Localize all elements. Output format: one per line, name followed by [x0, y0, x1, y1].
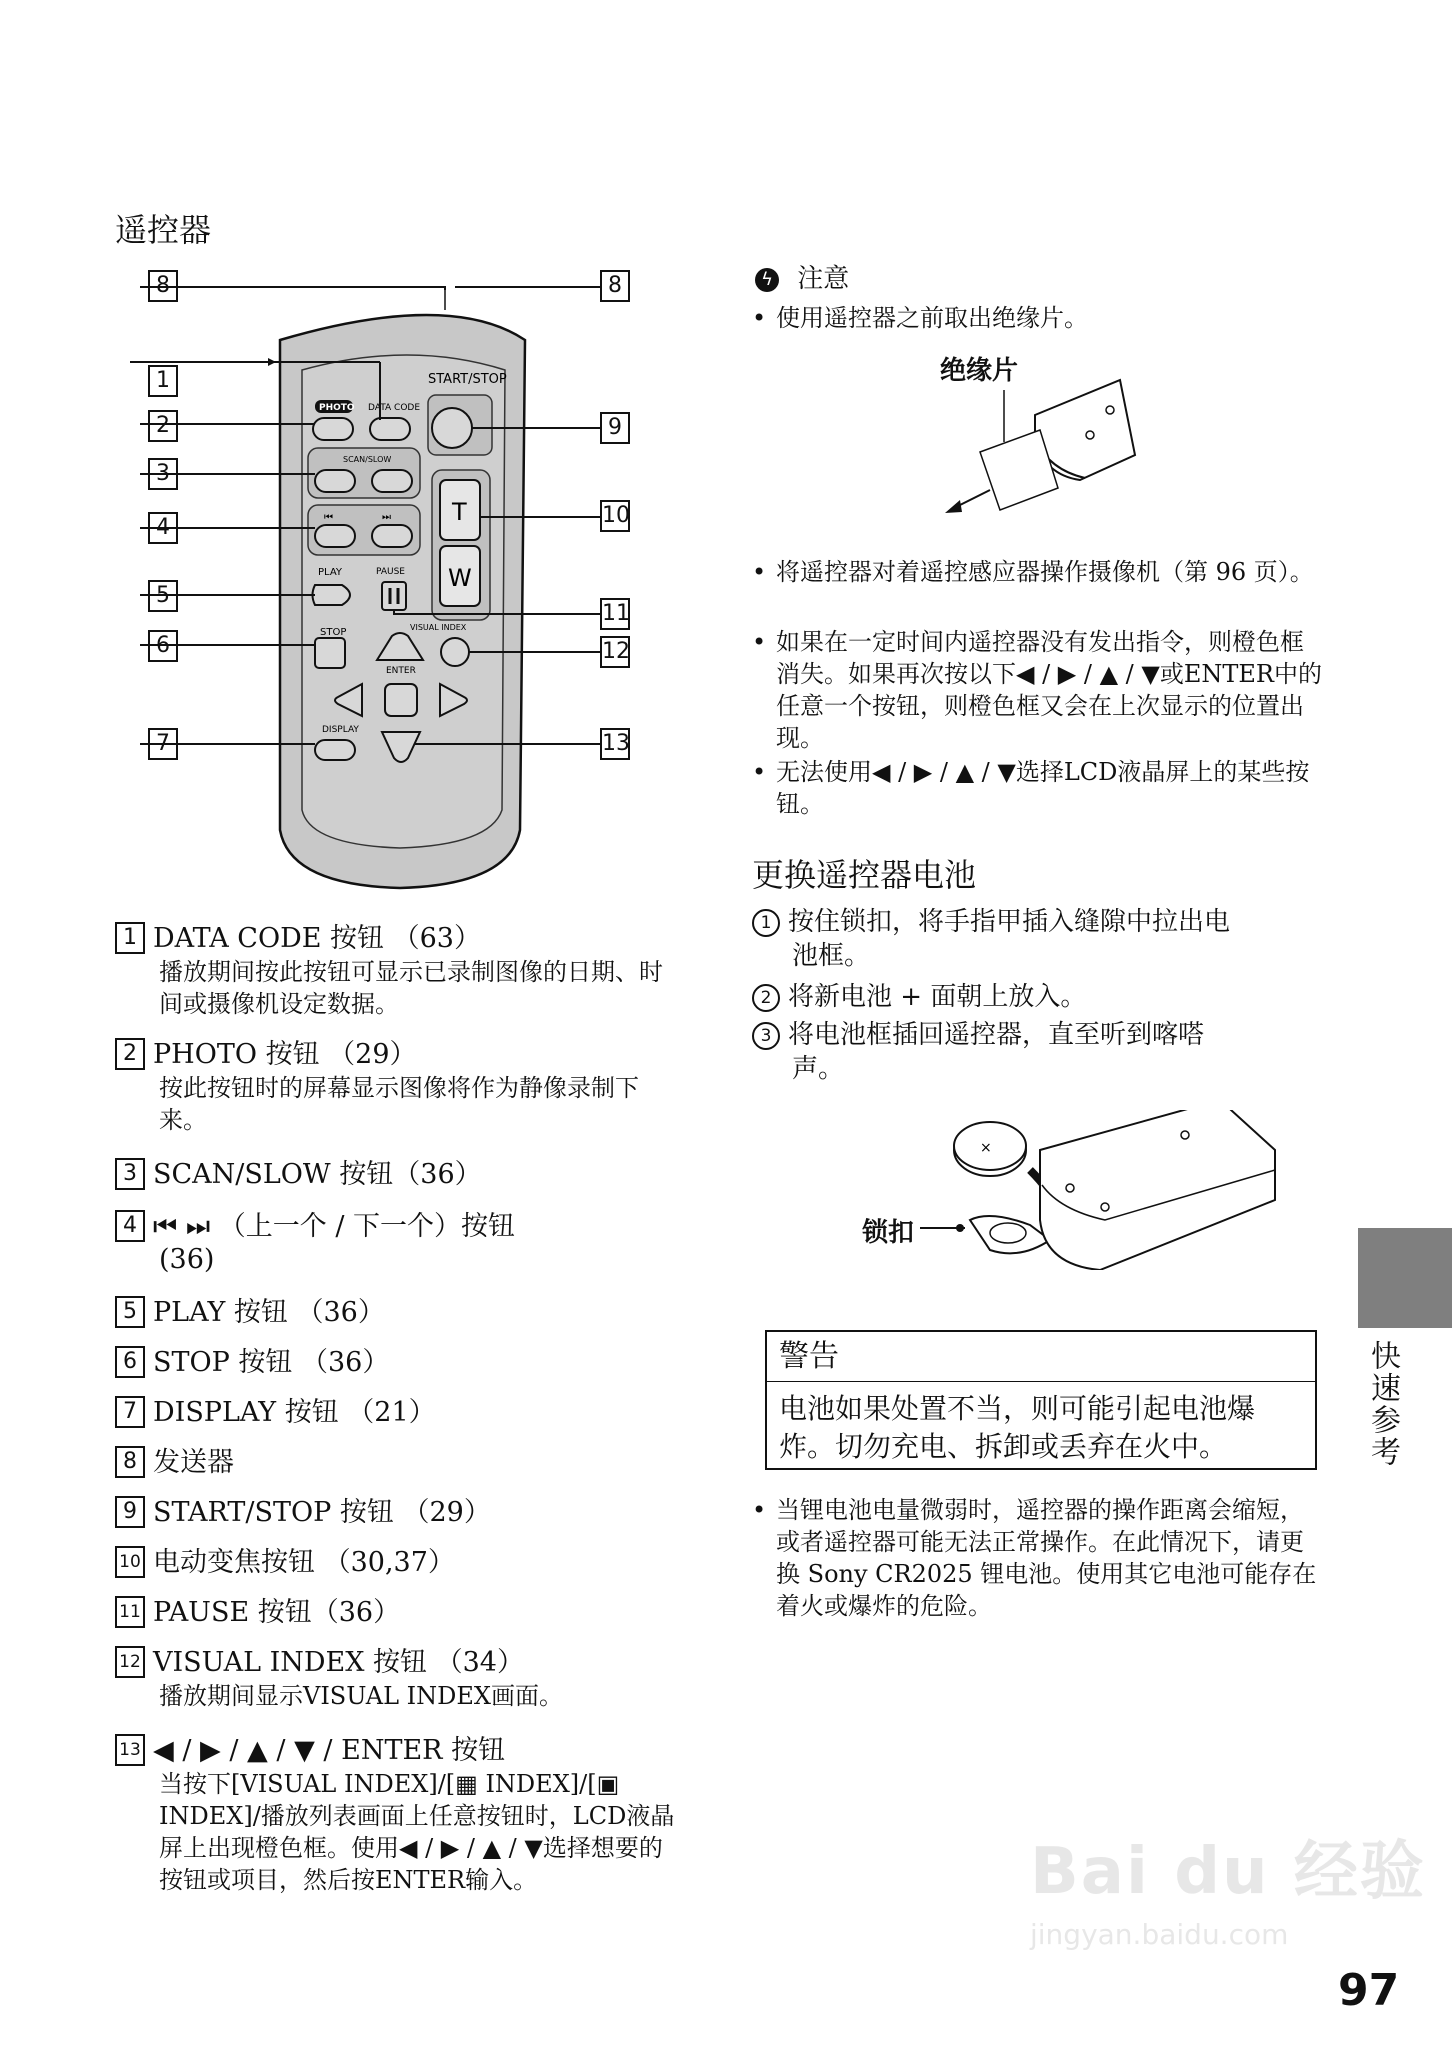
play-button: [313, 585, 351, 605]
list-item-3: 3 SCAN/SLOW 按钮（36）: [115, 1158, 675, 1192]
lock-label: 锁扣: [862, 1218, 915, 1248]
label-start-stop: START/STOP: [428, 372, 507, 387]
side-tab-text: 快速参考: [1365, 1340, 1400, 1468]
scan-slow-back-button: [315, 470, 355, 492]
battery-step-3: 3 将电池框插回遥控器，直至听到喀嗒 声。: [752, 1018, 1312, 1086]
battery-title: 更换遥控器电池: [752, 856, 977, 894]
label-w: W: [448, 564, 472, 592]
watermark-brand: Bai du 经验: [1030, 1835, 1426, 1909]
note-bullet-2: • 如果在一定时间内遥控器没有发出指令，则橙色框消失。如果再次按以下◀ / ▶ / ▲ / ▼或ENTER中的任意一个按钮，则橙色框又会在上次显示的位置出现。: [752, 628, 1322, 752]
list-item-8: 8 发送器: [115, 1446, 675, 1480]
start-stop-button: [432, 408, 472, 448]
label-enter: ENTER: [386, 666, 416, 676]
data-code-button: [370, 418, 410, 440]
display-button: [315, 740, 355, 760]
warning-body: 电池如果处置不当，则可能引起电池爆炸。切勿充电、拆卸或丢弃在火中。: [779, 1392, 1256, 1463]
visual-index-button: [441, 638, 469, 666]
note-bullet-3: • 无法使用◀ / ▶ / ▲ / ▼选择LCD液晶屏上的某些按钮。: [752, 758, 1310, 818]
list-item-6: 6 STOP 按钮 （36）: [115, 1346, 675, 1380]
enter-button: [385, 684, 417, 716]
prev-button: [315, 525, 355, 547]
callout-9: 9: [600, 412, 630, 444]
label-t: T: [452, 498, 467, 526]
label-photo: PHOTO: [319, 403, 355, 413]
note-bullet-insulation: • 使用遥控器之前取出绝缘片。: [752, 304, 1088, 332]
label-visual-index: VISUAL INDEX: [410, 623, 467, 632]
list-item-10: 10 电动变焦按钮 （30,37）: [115, 1546, 675, 1580]
callout-13: 13: [600, 728, 630, 760]
svg-text:×: ×: [980, 1140, 992, 1156]
warning-title: 警告: [767, 1332, 1315, 1382]
callout-10: 10: [600, 500, 630, 532]
side-tab: [1358, 1228, 1452, 1328]
insulation-label: 绝缘片: [940, 356, 1019, 386]
callout-8-right: 8: [600, 270, 630, 302]
label-stop: STOP: [320, 627, 347, 638]
svg-text:⏭: ⏭: [382, 512, 391, 523]
final-bullet: • 当锂电池电量微弱时，遥控器的操作距离会缩短，或者遥控器可能无法正常操作。在此情况下，请更换 Sony CR2025 锂电池。使用其它电池可能存在着火或爆炸的危险。: [752, 1496, 1317, 1620]
callout-5: 5: [148, 580, 178, 612]
section-title: 遥控器: [115, 211, 212, 249]
scan-slow-forward-button: [372, 470, 412, 492]
callout-12: 12: [600, 636, 630, 668]
battery-step-1: 1 按住锁扣，将手指甲插入缝隙中拉出电 池框。: [752, 905, 1312, 973]
warning-box: [765, 1330, 1317, 1470]
battery-illustration: [920, 1110, 1280, 1270]
watermark-url: jingyan.baidu.com: [1030, 1918, 1289, 1951]
callout-7: 7: [148, 728, 178, 760]
callout-1: 1: [148, 365, 178, 397]
list-item-1: 1 DATA CODE 按钮 （63） 播放期间按此按钮可显示已录制图像的日期、时间或摄像机设定数据。: [115, 922, 675, 1020]
svg-text:⏮: ⏮: [324, 512, 333, 523]
note-bullet-1: • 将遥控器对着遥控感应器操作摄像机（第 96 页）。: [752, 558, 1314, 586]
remote-control-diagram: [110, 270, 670, 890]
list-item-4: 4 ⏮ ⏭ （上一个 / 下一个）按钮 (36): [115, 1210, 675, 1276]
list-item-12: 12 VISUAL INDEX 按钮 （34） 播放期间显示VISUAL INDEX画面。: [115, 1646, 675, 1712]
next-button: [372, 525, 412, 547]
label-scan-slow: SCAN/SLOW: [343, 455, 392, 464]
list-item-2: 2 PHOTO 按钮 （29） 按此按钮时的屏幕显示图像将作为静像录制下来。: [115, 1038, 675, 1136]
note-heading: ϟ 注意: [755, 258, 849, 295]
callout-11: 11: [600, 598, 630, 630]
list-item-11: 11 PAUSE 按钮（36）: [115, 1596, 675, 1630]
list-item-7: 7 DISPLAY 按钮 （21）: [115, 1396, 675, 1430]
watermark: [1030, 1820, 1426, 1970]
list-item-5: 5 PLAY 按钮 （36）: [115, 1296, 675, 1330]
label-data-code: DATA CODE: [368, 403, 421, 413]
callout-3: 3: [148, 458, 178, 490]
pause-button: [382, 582, 406, 610]
list-item-9: 9 START/STOP 按钮 （29）: [115, 1496, 675, 1530]
battery-step-2: 2 将新电池 + 面朝上放入。: [752, 980, 1312, 1014]
callout-2: 2: [148, 410, 178, 442]
insulation-illustration: [940, 360, 1140, 530]
callout-4: 4: [148, 512, 178, 544]
label-pause: PAUSE: [376, 567, 405, 577]
label-display: DISPLAY: [322, 725, 359, 735]
stop-button: [315, 638, 345, 668]
callout-6: 6: [148, 630, 178, 662]
list-item-13: 13 ◀ / ▶ / ▲ / ▼ / ENTER 按钮 当按下[VISUAL INDEX]/[▦ INDEX]/[▣ INDEX]/播放列表画面上任意按钮时，LCD液晶屏上出现橙色框。使用◀ / ▶ / ▲ / ▼选择想要的按钮或项目，然后按ENTER输入。: [115, 1734, 675, 1896]
label-play: PLAY: [318, 567, 343, 578]
page-number: 97: [1338, 1965, 1400, 2016]
caution-icon: ϟ: [755, 268, 779, 292]
photo-button: [313, 418, 353, 440]
callout-8: 8: [148, 270, 178, 302]
